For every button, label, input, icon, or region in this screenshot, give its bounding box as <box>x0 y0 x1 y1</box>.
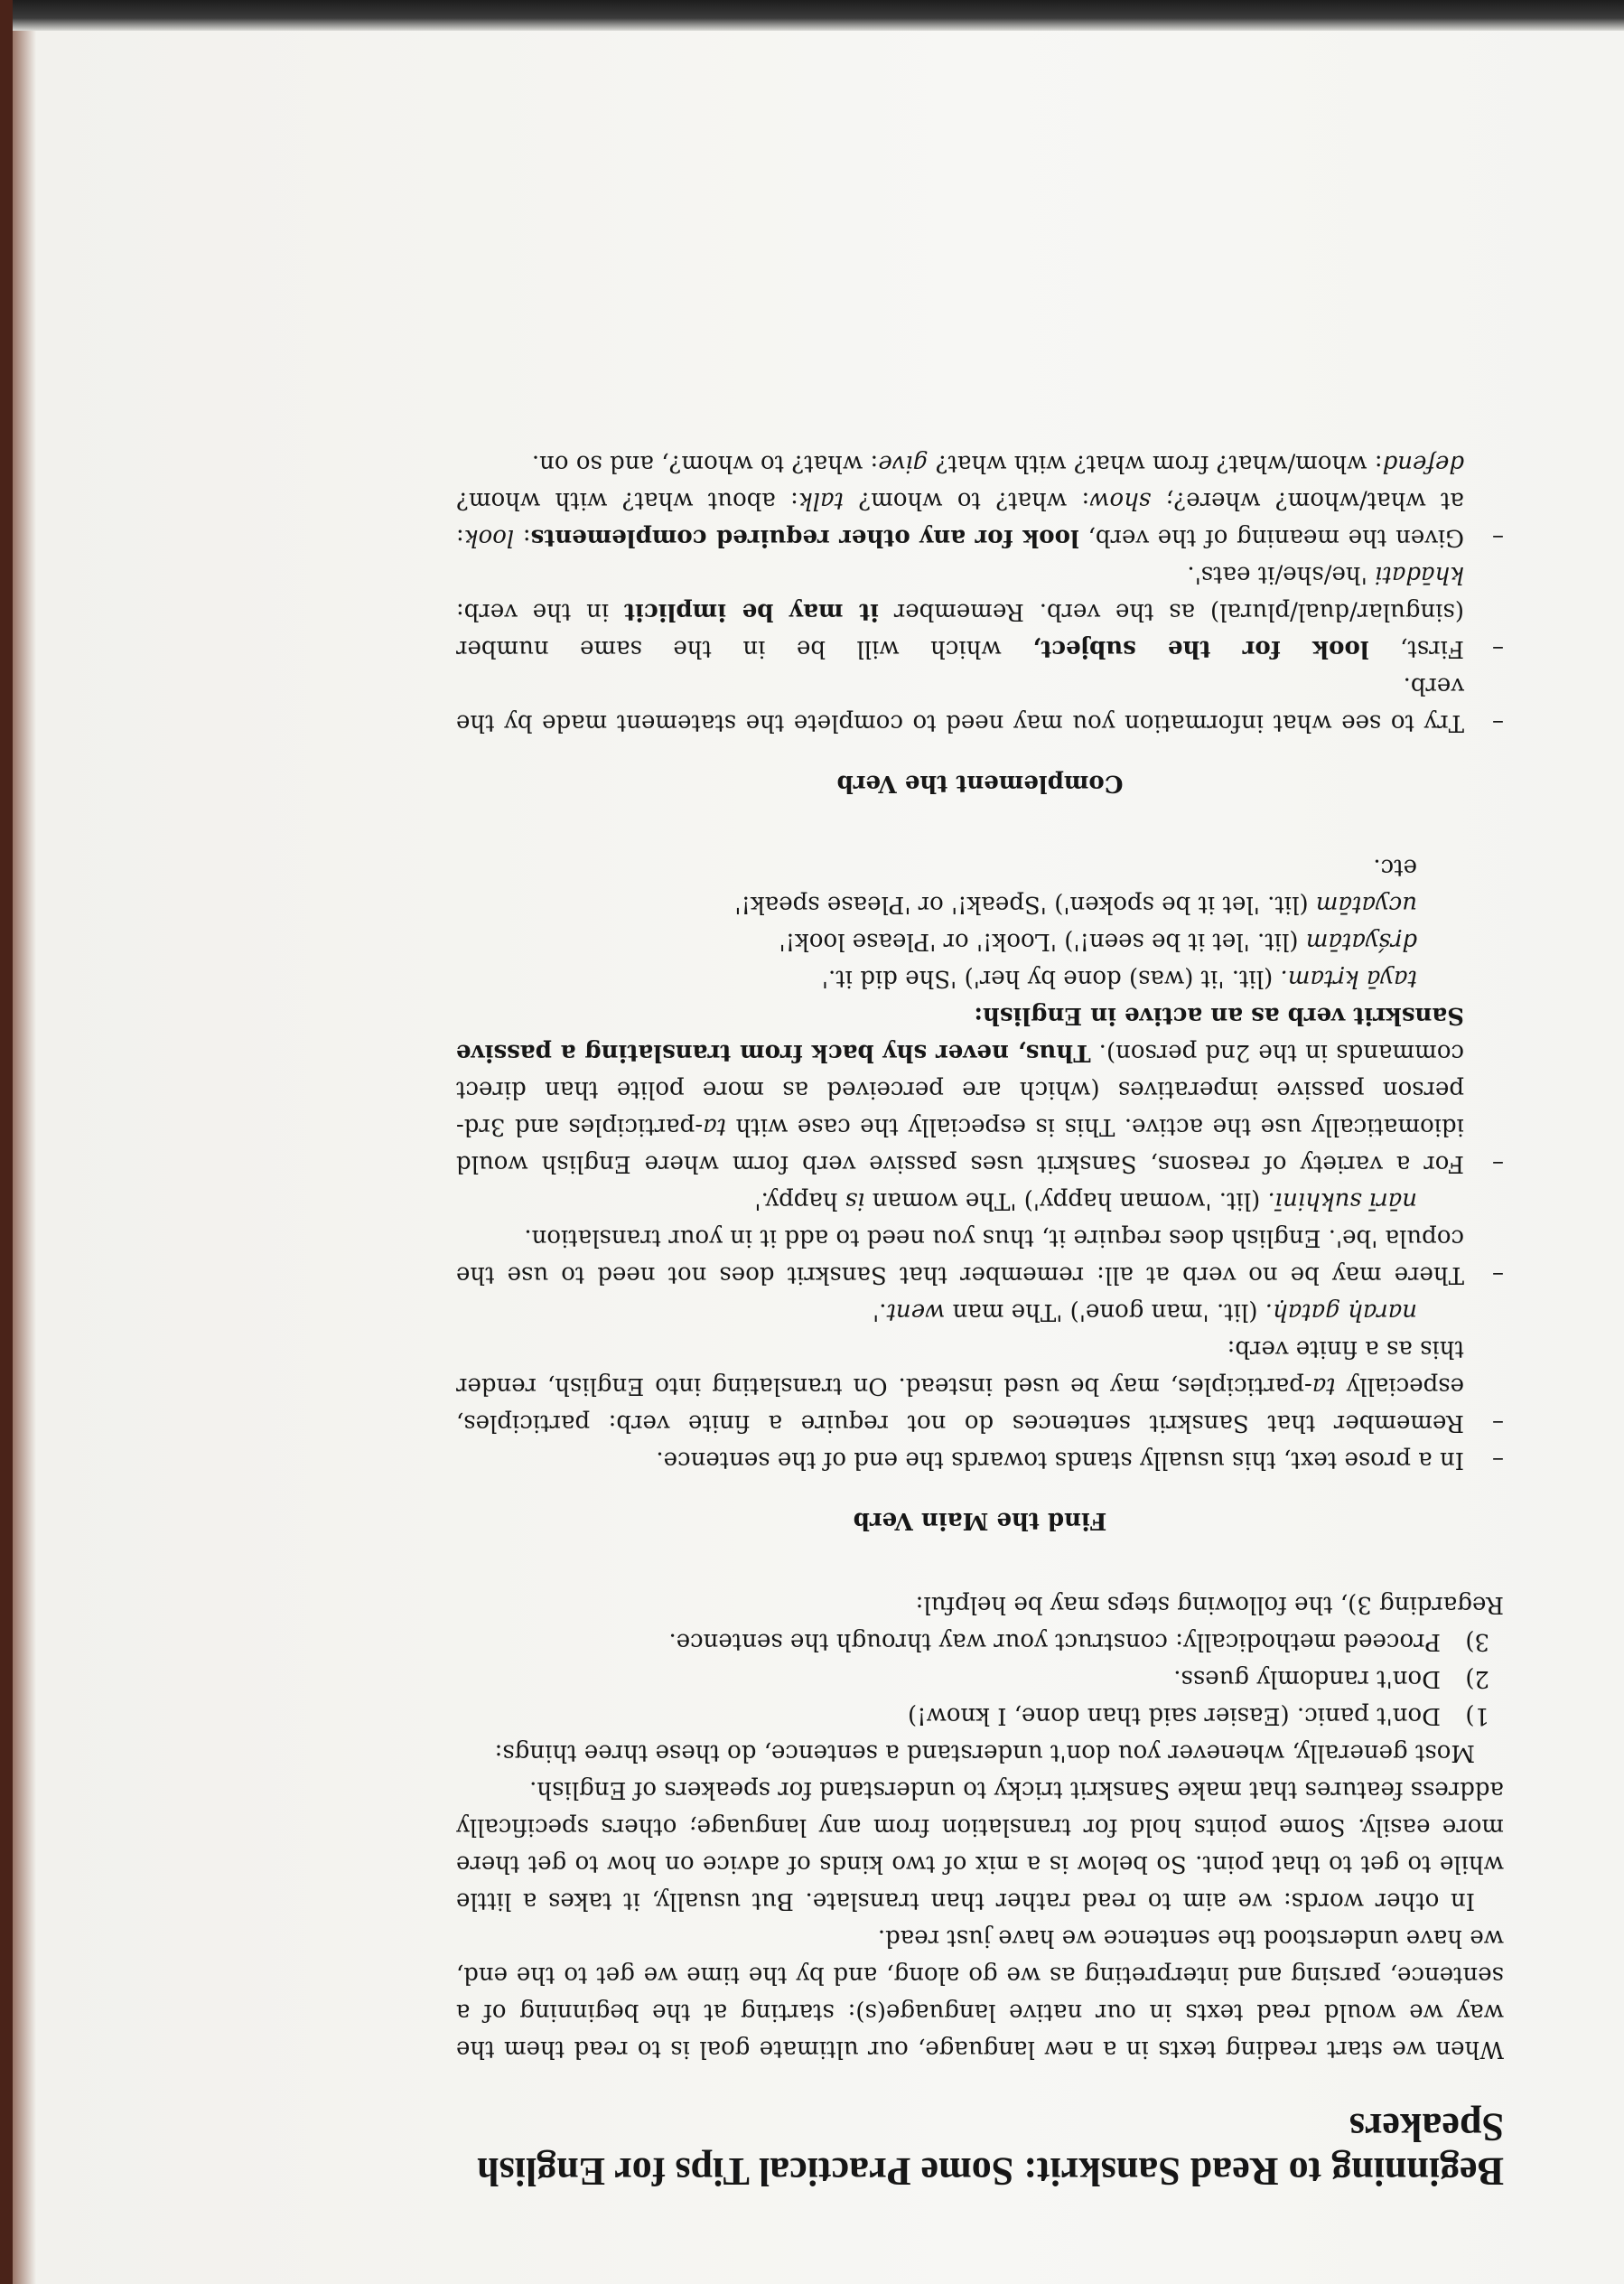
bullet-text: : <box>514 524 531 551</box>
step-number: 3) <box>1465 1628 1489 1655</box>
list-item <box>456 667 1504 741</box>
dash-bullet: – <box>1492 1409 1504 1437</box>
binding-edge <box>0 0 13 2284</box>
bullet-text: First, <box>1368 635 1464 662</box>
dash-bullet: – <box>1492 635 1504 662</box>
regarding-paragraph: Regarding 3), the following steps may be helpful: <box>915 1591 1504 1618</box>
example-gloss: (lit. 'it (was) done by her') 'She did it.' <box>821 965 1281 992</box>
verb-example: look <box>463 524 515 551</box>
example-emphasis: went <box>886 1298 946 1325</box>
bullet-text: : what? to whom? <box>843 487 1090 514</box>
bullet-emphasis: look for the subject, <box>1032 635 1369 662</box>
example-gloss: .' <box>873 1298 887 1325</box>
bullet-emphasis: Thus, never shy back from translating a passive Sanskrit verb as an active in English: <box>456 1002 1464 1066</box>
list-item <box>456 1697 1504 1734</box>
example-gloss: (lit. 'man gone') 'The man <box>945 1298 1265 1325</box>
bullet-text: Remember that Sanskrit sentences do not require a finite verb: participles, especially <box>456 1372 1464 1437</box>
sanskrit-term: ta <box>703 1113 727 1140</box>
etc-text: etc. <box>1373 854 1417 881</box>
bullet-emphasis: it may be implicit <box>624 598 879 625</box>
intro-paragraph-1: When we start reading texts in a new language, our ultimate goal is to read them the way we would read texts in our native language(s): starting at the beginning of a sentence, parsing and interpreting as we go along, and by the time we get to the end, we have understood the sentence we have just read. <box>456 1924 1504 2063</box>
example-line <box>456 959 1504 997</box>
bullet-text: : whom/what? from what? with what? <box>928 450 1383 477</box>
main-verb-list <box>456 848 1504 1478</box>
step-text: Don't panic. (Easier said than done, I know!) <box>907 1702 1441 1729</box>
page-title: Beginning to Read Sanskrit: Some Practical Tips for English Speakers <box>477 2105 1504 2194</box>
bullet-text: : what? to whom?, and so on. <box>531 450 879 477</box>
example-line <box>456 1182 1504 1219</box>
dash-bullet: – <box>1492 1261 1504 1288</box>
sanskrit-term: khādati <box>1375 561 1464 588</box>
bullet-text: which will be in the same number (singular/dual/plural) as the verb. Remember <box>456 598 1464 662</box>
dash-bullet: – <box>1492 524 1504 551</box>
bullet-text: : at what/whom? where?; <box>456 487 1464 551</box>
bullet-text: Try to see what information you may need to complete the statement made by the verb. <box>456 672 1464 736</box>
list-item <box>456 1219 1504 1293</box>
intro-paragraph-2: In other words: we aim to read rather than translate. But usually, it takes a little while to get to that point. So below is a mix of two kinds of advice on how to get there more easily. Some points hold for translation from any language; others specifically address features that make Sanskrit tricky to understand for speakers of English. <box>456 1776 1504 1914</box>
bullet-text: For a variety of reasons, Sanskrit uses passive verb form where English would idiomatically use the active. This is especially the case with <box>456 1113 1464 1177</box>
list-item <box>456 556 1504 667</box>
verb-example: defend <box>1382 450 1464 477</box>
list-item <box>456 997 1504 1182</box>
section-heading-complement: Complement the Verb <box>836 770 1124 797</box>
step-number: 1) <box>1465 1702 1489 1729</box>
section-heading-main-verb: Find the Main Verb <box>853 1507 1107 1534</box>
example-gloss: (lit. 'let it be spoken') 'Speak!' or 'Please speak!' <box>734 891 1316 918</box>
dash-bullet: – <box>1492 709 1504 736</box>
complement-list <box>456 445 1504 741</box>
list-item <box>456 1330 1504 1441</box>
sanskrit-example: dṛśyatām <box>1305 928 1417 955</box>
list-item <box>456 1441 1504 1478</box>
sanskrit-example: nārī sukhinī. <box>1267 1187 1417 1214</box>
example-gloss: (lit. 'let it be seen!') 'Look!' or 'Please look!' <box>779 928 1306 955</box>
sanskrit-term: ta <box>1311 1372 1336 1399</box>
step-text: Proceed methodically: construct your way through the sentence. <box>668 1628 1441 1655</box>
bullet-text: -participles and 3rd-person passive imperatives (which are perceived as more polite than direct commands in the 2nd person). <box>455 1039 1464 1140</box>
example-line <box>456 922 1504 959</box>
verb-example: talk <box>798 487 844 514</box>
example-line <box>456 848 1504 885</box>
example-gloss: (lit. 'woman happy') 'The woman <box>864 1187 1268 1214</box>
example-emphasis: is <box>845 1187 865 1214</box>
bullet-text: In a prose text, this usually stands towards the end of the sentence. <box>656 1446 1464 1474</box>
verb-example: give <box>878 450 929 477</box>
step-text: Don't randomly guess. <box>1173 1665 1441 1692</box>
bullet-text: in the verb: <box>456 598 625 625</box>
bullet-text: Given the meaning of the verb, <box>1078 524 1464 551</box>
sanskrit-example: naraḥ gataḥ. <box>1265 1298 1417 1325</box>
example-line <box>456 885 1504 922</box>
bullet-emphasis: look for any other required complements <box>530 524 1079 551</box>
list-item <box>456 445 1504 556</box>
dash-bullet: – <box>1492 1150 1504 1177</box>
scanner-edge-top <box>0 0 1624 31</box>
bullet-text: -participles, may be used instead. On translating into English, render this as a finite verb: <box>456 1335 1464 1399</box>
page-content <box>456 445 1504 2194</box>
steps-list <box>456 1623 1504 1734</box>
list-item <box>456 1660 1504 1697</box>
bullet-text: 'he/she/it eats'. <box>1187 561 1376 588</box>
sanskrit-example: tayā kṛtam. <box>1280 965 1417 992</box>
bullet-text: There may be no verb at all: remember that Sanskrit does not need to use the copula 'be'. English does require it, thus you need to add it in your translation. <box>456 1224 1464 1288</box>
example-line <box>456 1293 1504 1330</box>
document-page <box>50 54 1603 2268</box>
verb-example: show <box>1089 487 1152 514</box>
intro-paragraph-3: Most generally, whenever you don't understand a sentence, do these three things: <box>494 1739 1475 1766</box>
list-item <box>456 1623 1504 1660</box>
example-gloss: happy.' <box>754 1187 845 1214</box>
step-number: 2) <box>1465 1665 1489 1692</box>
sanskrit-example: ucyatām <box>1315 891 1417 918</box>
dash-bullet: – <box>1492 1446 1504 1474</box>
bullet-text: : about what? with whom? <box>456 487 798 514</box>
